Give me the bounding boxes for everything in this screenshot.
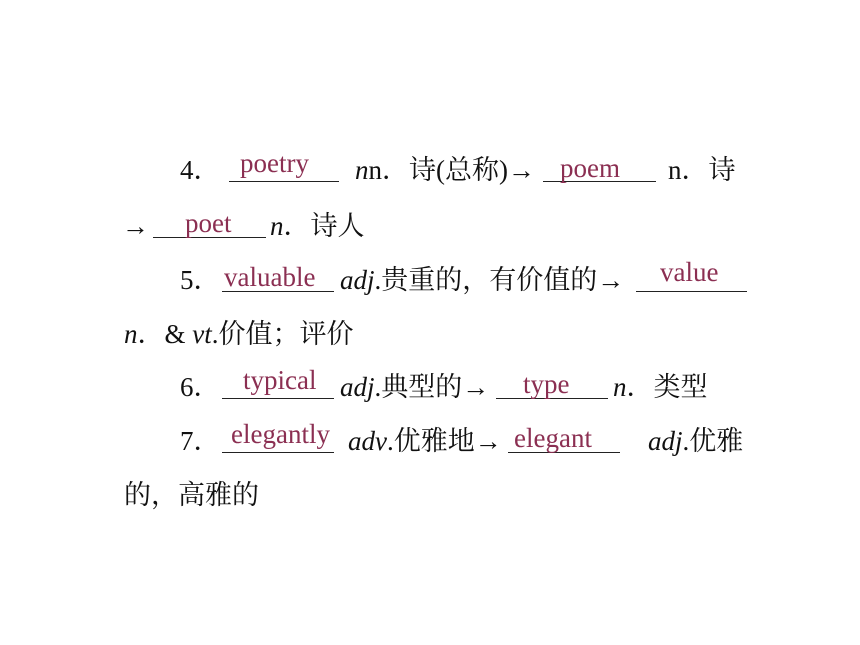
item-7-line-2 xyxy=(0,465,860,515)
item-6-line-1 xyxy=(0,357,860,407)
item-4-blank-1[interactable] xyxy=(229,181,339,182)
item-4-pos-2: n．诗 xyxy=(668,155,736,185)
item-4-pos-1: nn．诗(总称)→ xyxy=(355,155,535,185)
item-5-number: 5． xyxy=(180,265,221,295)
item-4-line-2 xyxy=(0,196,860,246)
item-6-answer-1: typical xyxy=(243,365,317,395)
item-7-cont-text: 的，高雅的 xyxy=(124,480,259,510)
item-6-blank-1[interactable] xyxy=(222,398,334,399)
item-4-number: 4． xyxy=(180,155,221,185)
item-5-answer-1: valuable xyxy=(224,262,316,292)
item-6-number: 6． xyxy=(180,372,221,402)
item-7-number: 7． xyxy=(180,426,221,456)
item-6-pos-1: adj.典型的→ xyxy=(340,372,490,402)
item-4-answer-3: poet xyxy=(185,208,232,238)
item-4-answer-1: poetry xyxy=(240,148,309,178)
item-7-line-1 xyxy=(0,411,860,461)
item-5-pos-1: adj.贵重的，有价值的→ xyxy=(340,265,625,295)
item-4-arrow: → xyxy=(122,211,149,241)
item-5-blank-2[interactable] xyxy=(636,291,747,292)
item-7-blank-1[interactable] xyxy=(222,452,334,453)
item-7-answer-1: elegantly xyxy=(231,419,330,449)
item-7-pos-1: adv.优雅地→ xyxy=(348,426,502,456)
item-4-cont-text: n．诗人 xyxy=(270,211,365,241)
item-5-answer-2: value xyxy=(660,257,719,287)
item-4-line-1 xyxy=(0,140,860,190)
item-5-cont: n．& vt.价值；评价 xyxy=(124,319,354,349)
item-4-answer-2: poem xyxy=(560,153,620,183)
item-6-answer-2: type xyxy=(523,369,570,399)
item-7-pos-2: adj.优雅 xyxy=(648,426,744,456)
item-5-line-1 xyxy=(0,250,860,300)
item-7-answer-2: elegant xyxy=(514,423,592,453)
item-6-pos-2: n．类型 xyxy=(613,372,708,402)
item-5-line-2 xyxy=(0,304,860,354)
